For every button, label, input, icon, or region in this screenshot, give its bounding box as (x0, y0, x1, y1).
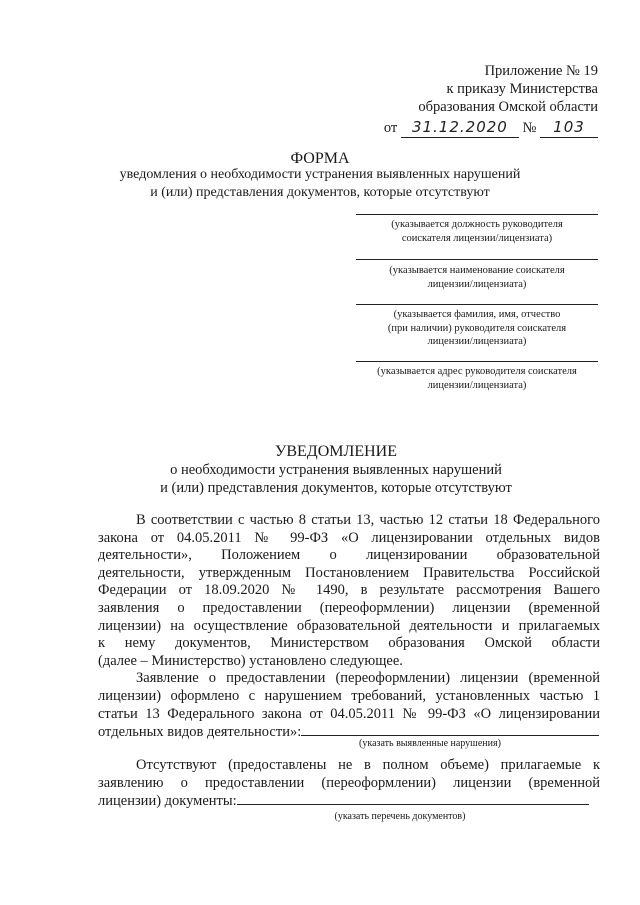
body-line: заявления о предоставлении (переоформлении) лицензии (временной (98, 599, 600, 616)
recipient-position-caption (356, 218, 598, 245)
body-line: Отсутствуют (предоставлены не в полном объеме) прилагаемые к (136, 757, 600, 773)
body-paragraph-3 (98, 757, 600, 811)
appendix-line-2: к приказу Министерства (446, 81, 598, 97)
body-line: В соответствии с частью 8 статьи 13, частью 12 статьи 18 Федерального (136, 512, 600, 528)
form-subtitle-line-1: уведомления о необходимости устранения выявленных нарушений (119, 167, 521, 182)
notice-subtitle (16, 461, 640, 497)
date-field (401, 118, 519, 138)
recipient-position-line (356, 214, 598, 215)
notice-subtitle-line-1: о необходимости устранения выявленных нарушений (170, 462, 502, 478)
body-line: закона от 04.05.2011 № 99-ФЗ «О лицензировании отдельных видов (98, 529, 600, 546)
caption-line: лицензии/лицензиата) (427, 336, 527, 347)
notice-subtitle-line-2: и (или) представления документов, которые отсутствуют (160, 480, 512, 496)
documents-line (98, 792, 600, 811)
body-paragraph-1 (98, 512, 600, 742)
number-field (540, 118, 598, 138)
caption-line: соискателя лицензии/лицензиата) (401, 232, 553, 244)
documents-caption: (указать перечень документов) (334, 811, 466, 822)
caption-line: лицензии/лицензиата) (427, 278, 527, 290)
appendix-date-line (384, 118, 598, 138)
documents-field (237, 792, 589, 805)
number-label: № (522, 120, 537, 136)
form-title: ФОРМА (290, 150, 350, 167)
recipient-fullname-caption (356, 308, 598, 349)
appendix-line-1: Приложение № 19 (484, 63, 598, 79)
caption-line: (указывается адрес руководителя соискателя (377, 366, 577, 377)
recipient-fullname-line (356, 304, 598, 305)
recipient-name-caption (356, 264, 598, 291)
body-line: деятельности, утвержденным Постановлением Правительства Российской (98, 564, 600, 581)
number-value: 103 (553, 118, 585, 136)
violations-field (301, 723, 599, 736)
recipient-address-caption (356, 365, 598, 392)
form-subtitle-line-2: и (или) представления документов, которые отсутствуют (150, 185, 490, 200)
body-line: заявлению о предоставлении (переоформлении) лицензии (временной (98, 774, 600, 791)
caption-line: (указывается фамилия, имя, отчество (393, 309, 561, 320)
appendix-line-3: образования Омской области (418, 99, 598, 115)
body-line: Федерации от 18.09.2020 № 1490, в результате рассмотрения Вашего (98, 582, 600, 599)
recipient-address-line (356, 361, 598, 362)
form-subtitle (0, 166, 640, 202)
body-line: к нему документов, Министерством образования Омской области (98, 635, 600, 652)
date-value: 31.12.2020 (411, 118, 508, 136)
body-line: деятельности», Положением о лицензировании образовательной (98, 547, 600, 564)
from-label: от (383, 120, 398, 136)
body-line: лицензии) оформлено с нарушением требований, установленных частью 1 (98, 687, 600, 704)
notice-title: УВЕДОМЛЕНИЕ (275, 443, 397, 460)
body-line: лицензии) документы: (98, 793, 237, 810)
body-line: Заявление о предоставлении (переоформлении) лицензии (временной (136, 670, 600, 687)
recipient-name-line (356, 259, 598, 260)
body-line: лицензии) на осуществление образовательной деятельности и прилагаемых (98, 617, 600, 634)
appendix-block (384, 62, 598, 138)
body-line: (далее – Министерство) установлено следующее. (98, 652, 403, 669)
caption-line: (при наличии) руководителя соискателя (387, 322, 567, 334)
caption-line: (указывается должность руководителя (391, 219, 563, 230)
caption-line: (указывается наименование соискателя (389, 265, 565, 276)
violations-caption: (указать выявленные нарушения) (359, 738, 501, 749)
caption-line: лицензии/лицензиата) (427, 379, 527, 391)
body-line: статьи 13 Федерального закона от 04.05.2011 № 99-ФЗ «О лицензировании (98, 705, 600, 722)
body-line: отдельных видов деятельности»: (98, 724, 302, 741)
